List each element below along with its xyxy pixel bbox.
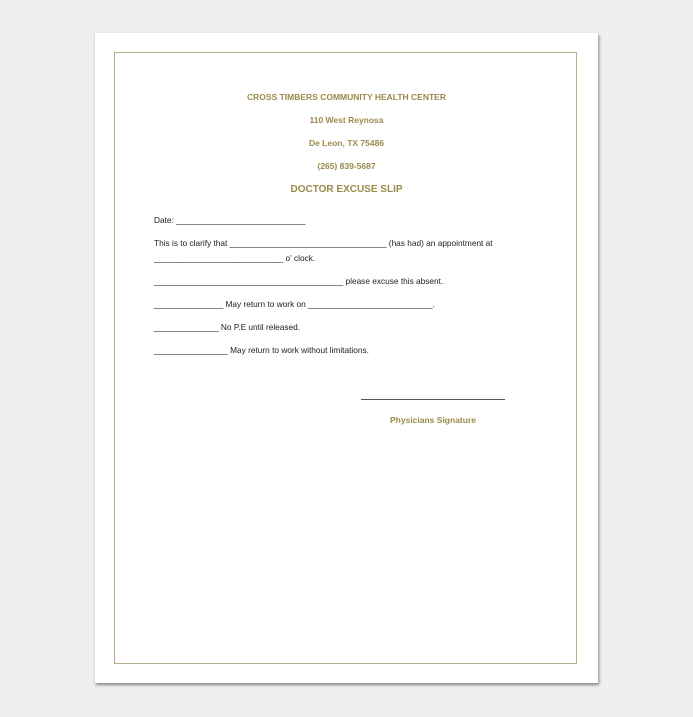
document-page: [95, 33, 598, 683]
phone-number: (265) 839-5687: [317, 161, 376, 171]
address-line-2: De Leon, TX 75486: [308, 138, 385, 148]
date-field: Date: ____________________________: [154, 215, 306, 225]
no-pe-field: ______________ No P.E until released.: [154, 322, 301, 332]
return-on-field: _______________ May return to work on ___________________________.: [154, 299, 435, 309]
no-limits-field: ________________ May return to work without limitations.: [154, 345, 369, 355]
address-line-1: 110 West Reynosa: [309, 115, 384, 125]
oclock-field: ____________________________ o' clock.: [154, 253, 316, 263]
excuse-field: _________________________________________ please excuse this absent.: [154, 276, 444, 286]
clarify-field: This is to clarify that __________________________________ (has had) an appointment at: [154, 238, 493, 248]
document-title: DOCTOR EXCUSE SLIP: [290, 184, 403, 195]
signature-label: Physicians Signature: [390, 415, 476, 425]
org-name: CROSS TIMBERS COMMUNITY HEALTH CENTER: [247, 92, 446, 102]
signature-line: [361, 399, 505, 400]
